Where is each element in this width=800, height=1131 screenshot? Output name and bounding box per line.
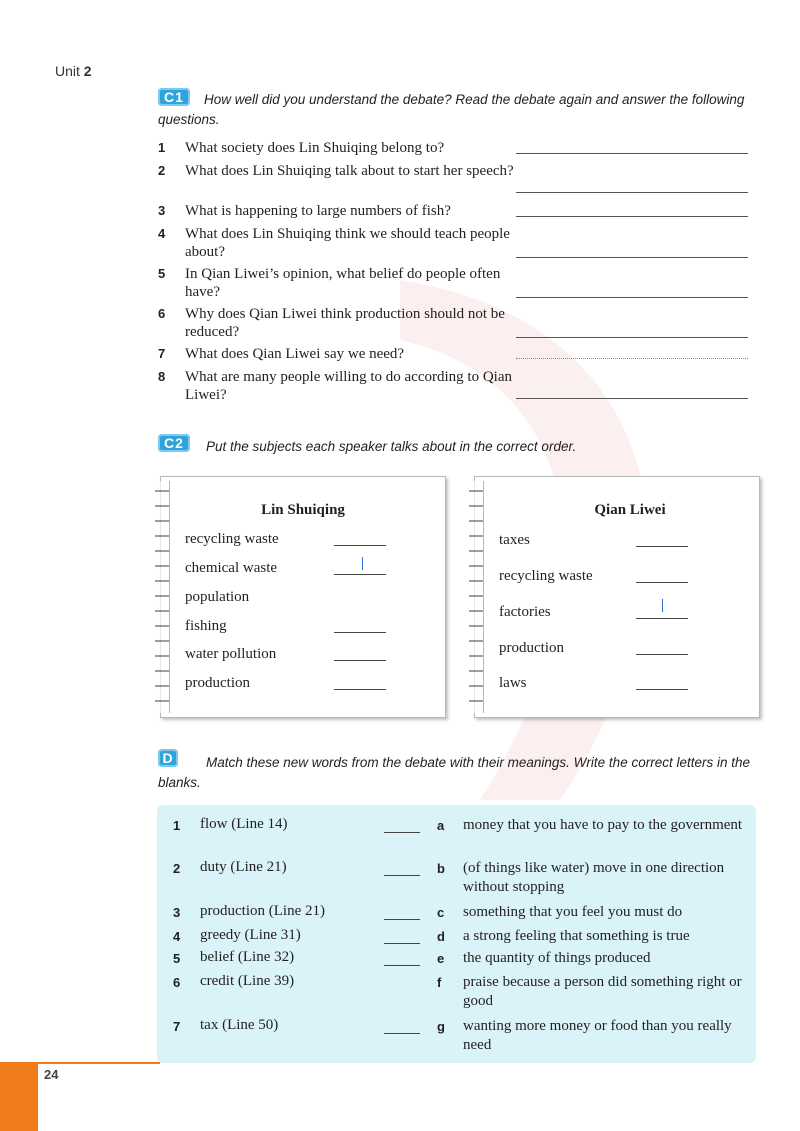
- subject-item: recycling waste: [185, 531, 279, 547]
- question-number: 5: [158, 266, 166, 281]
- word-number: 6: [173, 975, 181, 990]
- question-number: 6: [158, 306, 166, 321]
- word-number: 3: [173, 905, 181, 920]
- answer-blank[interactable]: [516, 297, 748, 298]
- subject-item: fishing: [185, 618, 227, 634]
- subject-item: factories: [499, 604, 551, 620]
- subject-item: taxes: [499, 532, 530, 548]
- word-text: belief (Line 32): [200, 949, 295, 965]
- meaning-letter: g: [437, 1019, 445, 1034]
- subject-item: water pollution: [185, 646, 277, 662]
- order-blank[interactable]: [636, 582, 688, 583]
- notebook-title: Qian Liwei: [594, 502, 666, 518]
- c2-instruction: Put the subjects each speaker talks about in the correct order.: [206, 439, 577, 454]
- question-text: Why does Qian Liwei think production should not be reduced?: [185, 306, 505, 340]
- meaning-letter: b: [437, 861, 445, 876]
- footer-tab: [0, 1062, 38, 1131]
- text-cursor: [662, 599, 663, 612]
- match-blank[interactable]: [384, 832, 420, 833]
- word-text: greedy (Line 31): [200, 927, 301, 943]
- subject-item: production: [499, 640, 564, 656]
- section-d-badge: D: [158, 749, 178, 767]
- question-text: What does Lin Shuiqing think we should teach people about?: [185, 226, 510, 260]
- word-number: 4: [173, 929, 181, 944]
- subject-item: population: [185, 589, 250, 605]
- word-text: production (Line 21): [200, 903, 325, 919]
- order-blank[interactable]: [334, 660, 386, 661]
- match-blank[interactable]: [384, 965, 420, 966]
- c1-instruction: How well did you understand the debate? Read the debate again and answer the following questions.: [158, 92, 745, 127]
- section-c2-badge: C2: [158, 434, 190, 452]
- answer-blank[interactable]: [516, 216, 748, 217]
- answer-blank[interactable]: [516, 337, 748, 338]
- word-number: 7: [173, 1019, 181, 1034]
- answer-blank[interactable]: [516, 398, 748, 399]
- order-blank[interactable]: [636, 654, 688, 655]
- meaning-text: a strong feeling that something is true: [463, 928, 690, 944]
- meaning-text: the quantity of things produced: [463, 950, 651, 966]
- order-blank[interactable]: [334, 689, 386, 690]
- question-text: What does Lin Shuiqing talk about to start her speech?: [185, 163, 514, 179]
- question-number: 8: [158, 369, 166, 384]
- order-blank[interactable]: [636, 689, 688, 690]
- notebook-title: Lin Shuiqing: [261, 502, 345, 518]
- word-text: credit (Line 39): [200, 973, 295, 989]
- d-instruction: Match these new words from the debate with their meanings. Write the correct letters in the blanks.: [158, 755, 750, 790]
- meaning-text: something that you feel you must do: [463, 904, 683, 920]
- answer-blank[interactable]: [516, 358, 748, 359]
- order-blank[interactable]: [636, 546, 688, 547]
- meaning-letter: f: [437, 975, 442, 990]
- subject-item: chemical waste: [185, 560, 278, 576]
- answer-blank[interactable]: [516, 153, 748, 154]
- match-blank[interactable]: [384, 1033, 420, 1034]
- meaning-letter: d: [437, 929, 445, 944]
- section-c1-badge: C1: [158, 88, 190, 106]
- subject-item: production: [185, 675, 250, 691]
- question-number: 1: [158, 140, 166, 155]
- meaning-text: (of things like water) move in one direction without stopping: [463, 860, 725, 895]
- word-text: tax (Line 50): [200, 1017, 279, 1033]
- meaning-letter: c: [437, 905, 445, 920]
- unit-label: Unit 2: [55, 63, 92, 79]
- meaning-letter: a: [437, 818, 445, 833]
- question-text: What is happening to large numbers of fish?: [185, 203, 451, 219]
- notebook-qian-liwei: [474, 476, 760, 718]
- question-number: 7: [158, 346, 166, 361]
- question-text: In Qian Liwei’s opinion, what belief do people often have?: [185, 266, 501, 300]
- meaning-text: wanting more money or food than you really need: [463, 1018, 732, 1053]
- question-text: What does Qian Liwei say we need?: [185, 346, 405, 362]
- subject-item: laws: [499, 675, 527, 691]
- question-text: What are many people willing to do according to Qian Liwei?: [185, 369, 512, 403]
- order-blank[interactable]: [636, 618, 688, 619]
- meaning-text: money that you have to pay to the government: [463, 817, 743, 833]
- meaning-letter: e: [437, 951, 445, 966]
- subject-item: recycling waste: [499, 568, 593, 584]
- word-number: 2: [173, 861, 181, 876]
- word-text: duty (Line 21): [200, 859, 287, 875]
- match-blank[interactable]: [384, 919, 420, 920]
- answer-blank[interactable]: [516, 192, 748, 193]
- meaning-text: praise because a person did something right or good: [463, 974, 742, 1009]
- word-number: 1: [173, 818, 181, 833]
- question-number: 2: [158, 163, 166, 178]
- page-number: 24: [44, 1067, 59, 1082]
- question-text: What society does Lin Shuiqing belong to?: [185, 140, 445, 156]
- word-number: 5: [173, 951, 181, 966]
- order-blank[interactable]: [334, 574, 386, 575]
- notebook-lin-shuiqing: [160, 476, 446, 718]
- match-blank[interactable]: [384, 943, 420, 944]
- order-blank[interactable]: [334, 632, 386, 633]
- order-blank[interactable]: [334, 545, 386, 546]
- question-number: 3: [158, 203, 166, 218]
- match-blank[interactable]: [384, 875, 420, 876]
- answer-blank[interactable]: [516, 257, 748, 258]
- word-text: flow (Line 14): [200, 816, 288, 832]
- question-number: 4: [158, 226, 166, 241]
- text-cursor: [362, 557, 363, 570]
